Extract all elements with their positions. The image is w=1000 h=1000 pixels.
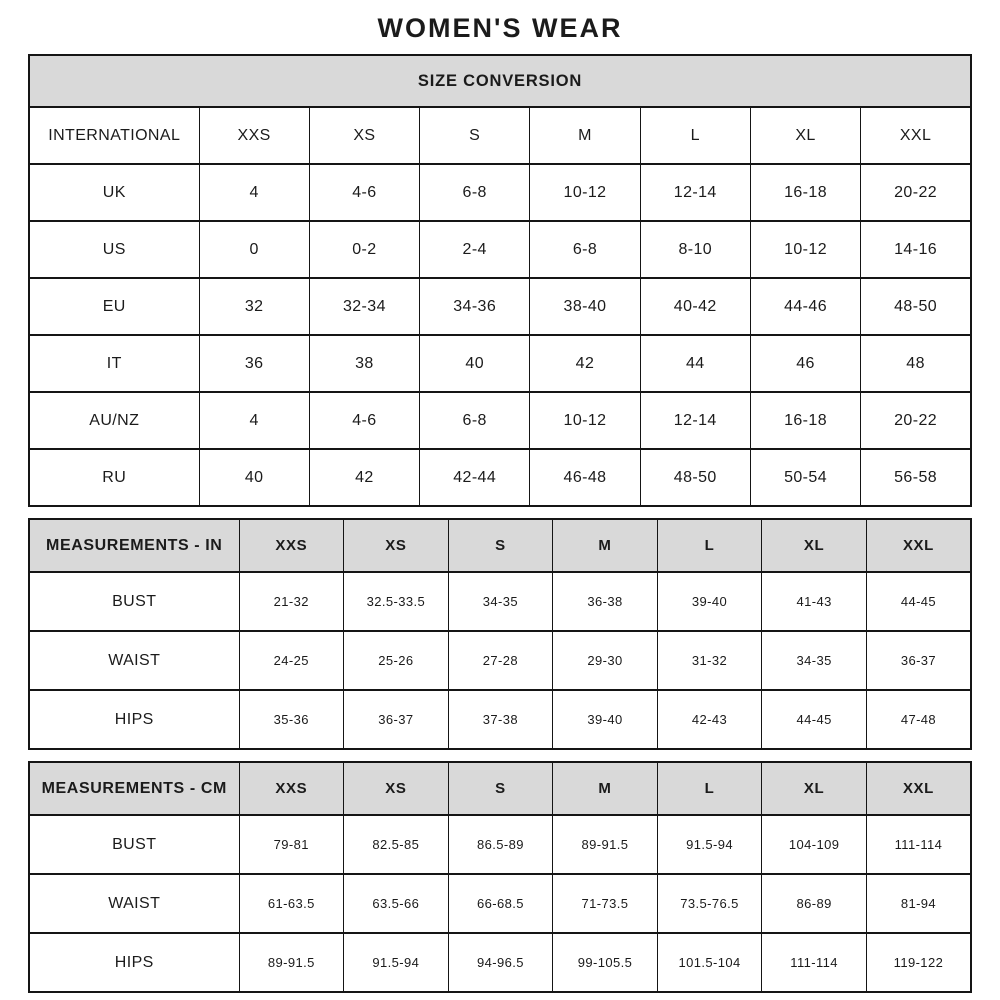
data-cell: 79-81 <box>239 815 344 874</box>
data-cell: 35-36 <box>239 690 344 749</box>
measurements-in-table <box>28 518 972 750</box>
row-label: BUST <box>29 572 239 631</box>
data-cell: 42-44 <box>420 449 530 506</box>
data-cell: 40-42 <box>640 278 750 335</box>
data-cell: 4-6 <box>309 164 419 221</box>
data-cell: 104-109 <box>762 815 867 874</box>
measurements-in-col-xl: XL <box>762 519 867 572</box>
data-cell: 14-16 <box>861 221 971 278</box>
table-row <box>29 572 971 631</box>
row-label: BUST <box>29 815 239 874</box>
data-cell: 20-22 <box>861 392 971 449</box>
measurements-cm-header-row <box>29 762 971 815</box>
measurements-cm-col-xs: XS <box>344 762 449 815</box>
data-cell: 36 <box>199 335 309 392</box>
data-cell: 86.5-89 <box>448 815 553 874</box>
table-row <box>29 392 971 449</box>
data-cell: 4 <box>199 164 309 221</box>
data-cell: 86-89 <box>762 874 867 933</box>
size-conversion-title: SIZE CONVERSION <box>29 55 971 107</box>
size-conversion-col-xxl: XXL <box>861 107 971 164</box>
table-row <box>29 631 971 690</box>
data-cell: 91.5-94 <box>344 933 449 992</box>
data-cell: 50-54 <box>750 449 860 506</box>
row-label: HIPS <box>29 690 239 749</box>
data-cell: 34-35 <box>448 572 553 631</box>
data-cell: 0 <box>199 221 309 278</box>
size-conversion-col-label: INTERNATIONAL <box>29 107 199 164</box>
data-cell: 20-22 <box>861 164 971 221</box>
data-cell: 36-38 <box>553 572 658 631</box>
data-cell: 111-114 <box>866 815 971 874</box>
row-label: WAIST <box>29 874 239 933</box>
data-cell: 6-8 <box>420 164 530 221</box>
data-cell: 101.5-104 <box>657 933 762 992</box>
measurements-in-col-xxs: XXS <box>239 519 344 572</box>
data-cell: 40 <box>420 335 530 392</box>
data-cell: 47-48 <box>866 690 971 749</box>
data-cell: 10-12 <box>530 392 640 449</box>
data-cell: 61-63.5 <box>239 874 344 933</box>
data-cell: 89-91.5 <box>239 933 344 992</box>
data-cell: 111-114 <box>762 933 867 992</box>
data-cell: 34-36 <box>420 278 530 335</box>
table-row <box>29 815 971 874</box>
data-cell: 25-26 <box>344 631 449 690</box>
data-cell: 91.5-94 <box>657 815 762 874</box>
data-cell: 6-8 <box>530 221 640 278</box>
data-cell: 6-8 <box>420 392 530 449</box>
table-row <box>29 335 971 392</box>
data-cell: 39-40 <box>553 690 658 749</box>
row-label: EU <box>29 278 199 335</box>
data-cell: 10-12 <box>530 164 640 221</box>
data-cell: 34-35 <box>762 631 867 690</box>
page-title: WOMEN'S WEAR <box>377 13 623 43</box>
data-cell: 99-105.5 <box>553 933 658 992</box>
data-cell: 31-32 <box>657 631 762 690</box>
row-label: HIPS <box>29 933 239 992</box>
data-cell: 32-34 <box>309 278 419 335</box>
data-cell: 44-46 <box>750 278 860 335</box>
data-cell: 48-50 <box>640 449 750 506</box>
size-conversion-col-m: M <box>530 107 640 164</box>
data-cell: 16-18 <box>750 164 860 221</box>
data-cell: 38-40 <box>530 278 640 335</box>
data-cell: 63.5-66 <box>344 874 449 933</box>
data-cell: 48-50 <box>861 278 971 335</box>
data-cell: 71-73.5 <box>553 874 658 933</box>
data-cell: 32 <box>199 278 309 335</box>
data-cell: 12-14 <box>640 392 750 449</box>
data-cell: 73.5-76.5 <box>657 874 762 933</box>
measurements-cm-col-m: M <box>553 762 658 815</box>
size-conversion-col-xl: XL <box>750 107 860 164</box>
data-cell: 44 <box>640 335 750 392</box>
data-cell: 24-25 <box>239 631 344 690</box>
data-cell: 38 <box>309 335 419 392</box>
data-cell: 8-10 <box>640 221 750 278</box>
size-conversion-col-xs: XS <box>309 107 419 164</box>
size-conversion-col-xxs: XXS <box>199 107 309 164</box>
tables-container <box>28 54 972 993</box>
row-label: US <box>29 221 199 278</box>
data-cell: 94-96.5 <box>448 933 553 992</box>
data-cell: 66-68.5 <box>448 874 553 933</box>
data-cell: 40 <box>199 449 309 506</box>
data-cell: 42-43 <box>657 690 762 749</box>
measurements-cm-col-label: MEASUREMENTS - CM <box>29 762 239 815</box>
table-row <box>29 449 971 506</box>
data-cell: 4 <box>199 392 309 449</box>
data-cell: 2-4 <box>420 221 530 278</box>
measurements-cm-col-s: S <box>448 762 553 815</box>
data-cell: 44-45 <box>866 572 971 631</box>
size-conversion-header-row <box>29 107 971 164</box>
data-cell: 89-91.5 <box>553 815 658 874</box>
table-row <box>29 874 971 933</box>
data-cell: 82.5-85 <box>344 815 449 874</box>
size-conversion-col-l: L <box>640 107 750 164</box>
row-label: UK <box>29 164 199 221</box>
data-cell: 27-28 <box>448 631 553 690</box>
data-cell: 46-48 <box>530 449 640 506</box>
data-cell: 4-6 <box>309 392 419 449</box>
measurements-cm-table <box>28 761 972 993</box>
size-conversion-title-row <box>29 55 971 107</box>
row-label: WAIST <box>29 631 239 690</box>
measurements-cm-col-xl: XL <box>762 762 867 815</box>
data-cell: 37-38 <box>448 690 553 749</box>
row-label: IT <box>29 335 199 392</box>
data-cell: 119-122 <box>866 933 971 992</box>
data-cell: 46 <box>750 335 860 392</box>
data-cell: 56-58 <box>861 449 971 506</box>
measurements-cm-col-xxl: XXL <box>866 762 971 815</box>
data-cell: 42 <box>530 335 640 392</box>
measurements-cm-col-l: L <box>657 762 762 815</box>
measurements-in-col-l: L <box>657 519 762 572</box>
data-cell: 42 <box>309 449 419 506</box>
size-conversion-table <box>28 54 972 507</box>
data-cell: 81-94 <box>866 874 971 933</box>
measurements-in-col-label: MEASUREMENTS - IN <box>29 519 239 572</box>
table-row <box>29 164 971 221</box>
data-cell: 48 <box>861 335 971 392</box>
measurements-in-header-row <box>29 519 971 572</box>
row-label: AU/NZ <box>29 392 199 449</box>
measurements-in-col-m: M <box>553 519 658 572</box>
measurements-in-col-xxl: XXL <box>866 519 971 572</box>
data-cell: 39-40 <box>657 572 762 631</box>
table-row <box>29 221 971 278</box>
measurements-cm-col-xxs: XXS <box>239 762 344 815</box>
data-cell: 32.5-33.5 <box>344 572 449 631</box>
data-cell: 16-18 <box>750 392 860 449</box>
row-label: RU <box>29 449 199 506</box>
table-row <box>29 690 971 749</box>
measurements-in-col-xs: XS <box>344 519 449 572</box>
data-cell: 36-37 <box>344 690 449 749</box>
data-cell: 44-45 <box>762 690 867 749</box>
data-cell: 12-14 <box>640 164 750 221</box>
data-cell: 21-32 <box>239 572 344 631</box>
data-cell: 41-43 <box>762 572 867 631</box>
table-row <box>29 933 971 992</box>
size-conversion-col-s: S <box>420 107 530 164</box>
measurements-in-col-s: S <box>448 519 553 572</box>
data-cell: 0-2 <box>309 221 419 278</box>
data-cell: 36-37 <box>866 631 971 690</box>
data-cell: 29-30 <box>553 631 658 690</box>
table-row <box>29 278 971 335</box>
data-cell: 10-12 <box>750 221 860 278</box>
